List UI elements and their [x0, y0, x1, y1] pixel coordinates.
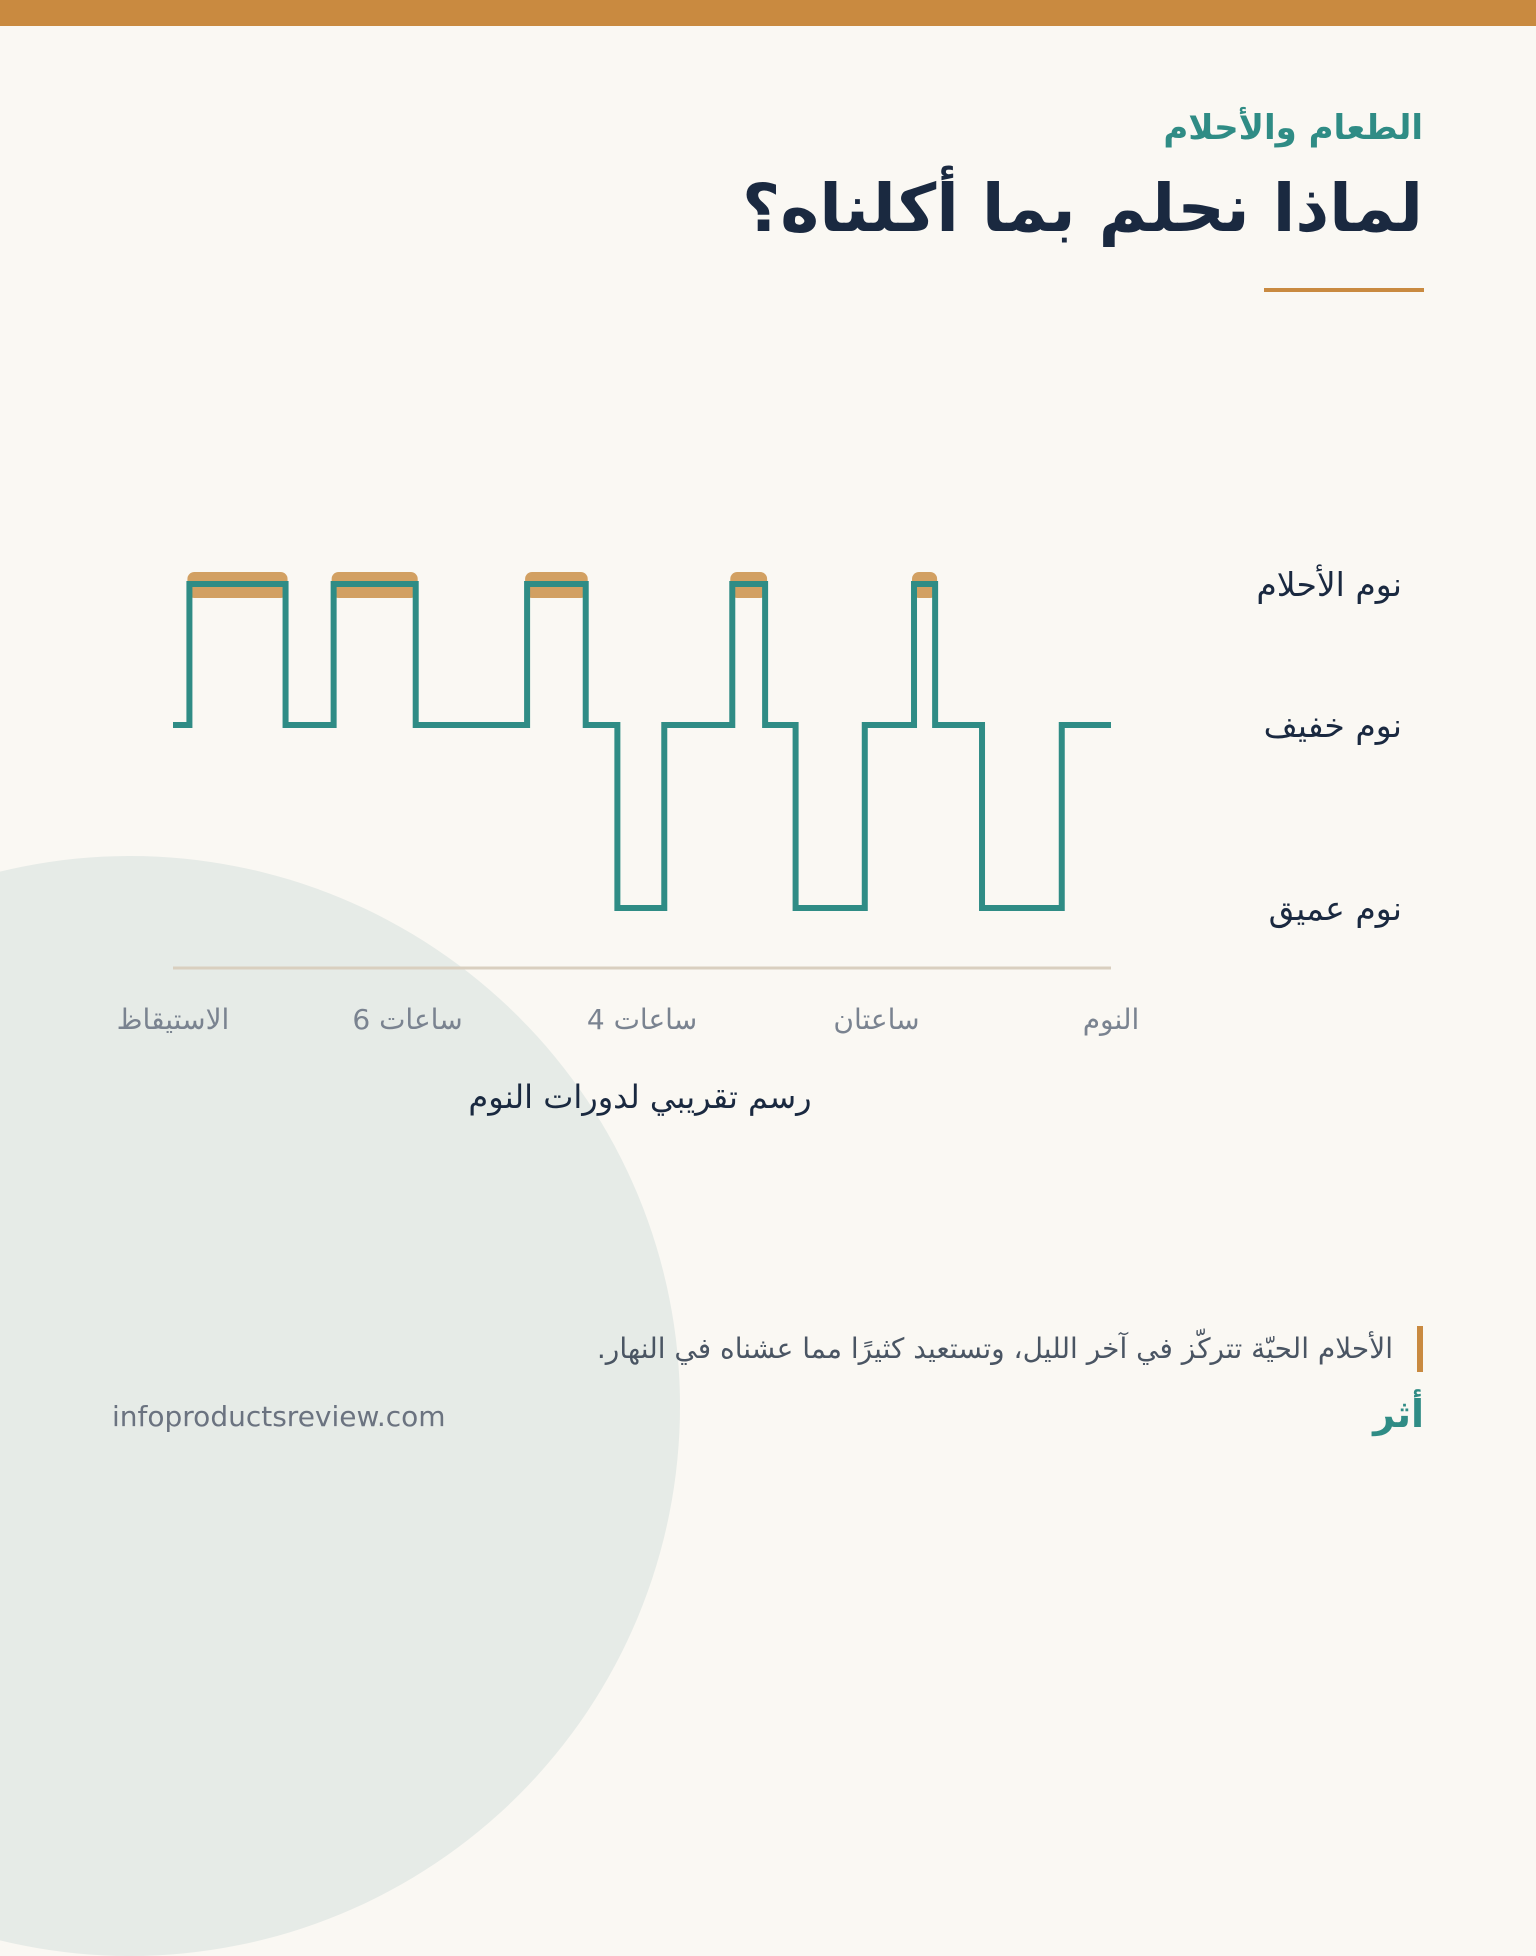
category-label: الطعام والأحلام	[1163, 108, 1423, 148]
page-title: لماذا نحلم بما أكلناه؟	[741, 170, 1423, 247]
y-axis-labels	[1256, 564, 1402, 929]
x-tick-label-4: الاستيقاظ	[116, 1003, 230, 1036]
y-label-2: نوم الأحلام	[1256, 565, 1402, 604]
y-label-0: نوم عميق	[1268, 889, 1402, 928]
x-axis-labels	[117, 1003, 1140, 1036]
x-tick-label-3: 6 ساعات	[352, 1003, 463, 1036]
y-label-1: نوم خفيف	[1263, 706, 1402, 745]
x-tick-label-2: 4 ساعات	[586, 1003, 698, 1036]
site-url: infoproductsreview.com	[112, 1400, 446, 1433]
x-tick-label-1: ساعتان	[833, 1003, 920, 1036]
quote-text: الأحلام الحيّة تتركّز في آخر الليل، وتستعيد كثيرًا مما عشناه في النهار.	[597, 1326, 1423, 1372]
sleep-stage-line	[173, 584, 1111, 908]
chart-caption: رسم تقريبي لدورات النوم	[468, 1078, 812, 1116]
x-tick-label-0: النوم	[1082, 1003, 1140, 1036]
brand-logo: أثر	[1373, 1392, 1424, 1436]
